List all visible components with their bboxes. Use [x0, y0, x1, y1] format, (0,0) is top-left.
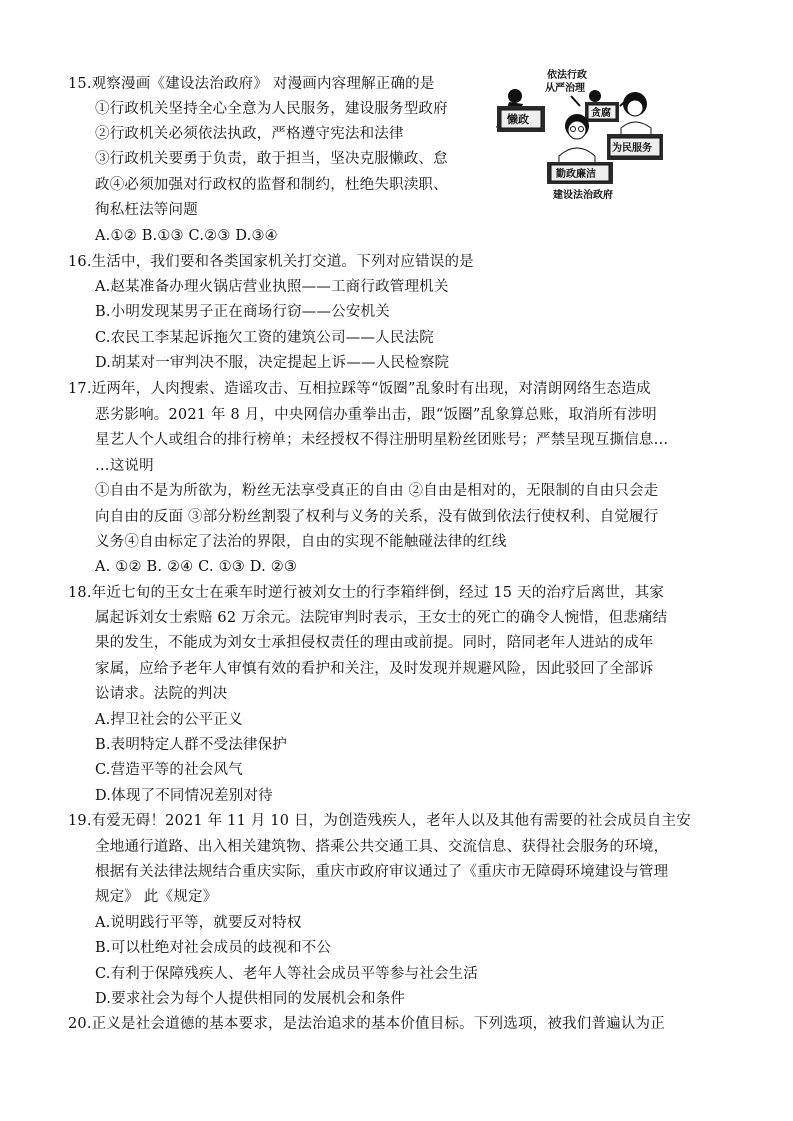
question-stem: …这说明: [95, 458, 154, 474]
question-stem: 20.正义是社会道德的基本要求，是法治追求的基本价值目标。下列选项，被我们普遍认为正: [68, 1016, 665, 1032]
statement-line: 向自由的反面 ③部分粉丝割裂了权利与义务的关系，没有做到依法行使权利、自觉履行: [95, 509, 659, 525]
slogan-line-1: 依法行政: [547, 70, 587, 81]
question-stem: 根据有关法律法规结合重庆实际，重庆市政府审议通过了《重庆市无障碍环境建设与管理: [95, 864, 669, 880]
answer-option: B.小明发现某男子正在商场行窃——公安机关: [95, 304, 390, 320]
statement-line: ②行政机关必须依法执政，严格遵守宪法和法律: [95, 126, 404, 142]
question-stem: 属起诉刘女士索赔 62 万余元。法院审判时表示，王女士的死亡的确令人惋惜，但悲痛结: [95, 610, 668, 626]
answer-option: D.胡某对一审判决不服，决定提起上诉——人民检察院: [95, 355, 450, 371]
answer-option: C.营造平等的社会风气: [95, 762, 243, 778]
corrupt-label: 贪腐: [591, 108, 611, 119]
diligent-label: 勤政廉洁: [556, 169, 596, 180]
answer-options: A.①② B.①③ C.②③ D.③④: [95, 228, 278, 244]
slogan-line-2: 从严治理: [545, 83, 585, 94]
answer-option: B.可以杜绝对社会成员的歧视和不公: [95, 940, 332, 956]
question-stem: 规定》 此《规定》: [95, 889, 218, 905]
answer-option: C.有利于保障残疾人、老年人等社会成员平等参与社会生活: [95, 966, 479, 982]
service-label: 为民服务: [612, 143, 652, 154]
question-stem: 星艺人个人或组合的排行榜单；未经授权不得注册明星粉丝团账号；严禁呈现互撕信息…: [95, 432, 669, 448]
statement-line: ①自由不是为所欲为，粉丝无法享受真正的自由 ②自由是相对的，无限制的自由只会走: [95, 483, 659, 499]
answer-options: A. ①② B. ②④ C. ①③ D. ②③: [95, 559, 298, 575]
answer-option: C.农民工李某起诉拖欠工资的建筑公司——人民法院: [95, 330, 434, 346]
question-stem: 18.年近七旬的王女士在乘车时逆行被刘女士的行李箱绊倒，经过 15 天的治疗后离世，其家: [68, 585, 665, 601]
question-stem: 15.观察漫画《建设法治政府》 对漫画内容理解正确的是: [68, 76, 435, 92]
question-stem: 果的发生，不能成为刘女士承担侵权责任的理由或前提。同时，陪同老年人进站的成年: [95, 635, 654, 651]
question-stem: 19.有爱无碍！2021 年 11 月 10 日，为创造残疾人，老年人以及其他有需要的社会成员自主安: [68, 813, 691, 829]
answer-option: B.表明特定人群不受法律保护: [95, 737, 288, 753]
question-stem: 家属，应给予老年人审慎有效的看护和关注，及时发现并规避风险，因此驳回了全部诉: [95, 661, 654, 677]
answer-option: D.体现了不同情况差别对待: [95, 788, 273, 804]
diligent-desk: [547, 162, 613, 184]
lazy-label: 懒政: [507, 113, 529, 126]
cartoon-caption: 建设法治政府: [553, 190, 613, 201]
statement-line: ①行政机关坚持全心全意为人民服务，建设服务型政府: [95, 101, 448, 117]
cartoon-drawing: [495, 66, 665, 202]
answer-option: A.捍卫社会的公平正义: [95, 712, 243, 728]
cartoon-illustration: [495, 66, 665, 202]
question-stem: 恶劣影响。2021 年 8 月，中央网信办重拳出击，跟“饭圈”乱象算总账，取消所有涉明: [95, 407, 657, 423]
statement-line: 义务④自由标定了法治的界限，自由的实现不能触碰法律的红线: [95, 534, 507, 550]
answer-option: A.赵某准备办理火锅店营业执照——工商行政管理机关: [95, 279, 449, 295]
question-stem: 16.生活中，我们要和各类国家机关打交道。下列对应错误的是: [68, 254, 474, 270]
question-stem: 讼请求。法院的判决: [95, 686, 228, 702]
service-desk: [607, 134, 663, 160]
service-official-figure: [621, 92, 651, 138]
answer-option: D.要求社会为每个人提供相同的发展机会和条件: [95, 991, 406, 1007]
answer-option: A.说明践行平等，就要反对特权: [95, 915, 302, 931]
statement-line: ③行政机关要勇于负责，敢于担当，坚决克服懒政、怠: [95, 151, 448, 167]
lazy-desk: [497, 106, 545, 132]
statement-line: 政④必须加强对行政权的监督和制约，杜绝失职渎职、: [95, 177, 448, 193]
question-stem: 全地通行道路、出入相关建筑物、搭乘公共交通工具、交流信息、获得社会服务的环境，: [95, 839, 669, 855]
question-stem: 17.近两年，人肉搜索、造谣攻击、互相拉踩等“饭圈”乱象时有出现，对清朗网络生态造成: [68, 381, 651, 397]
statement-line: 徇私枉法等问题: [95, 202, 198, 218]
